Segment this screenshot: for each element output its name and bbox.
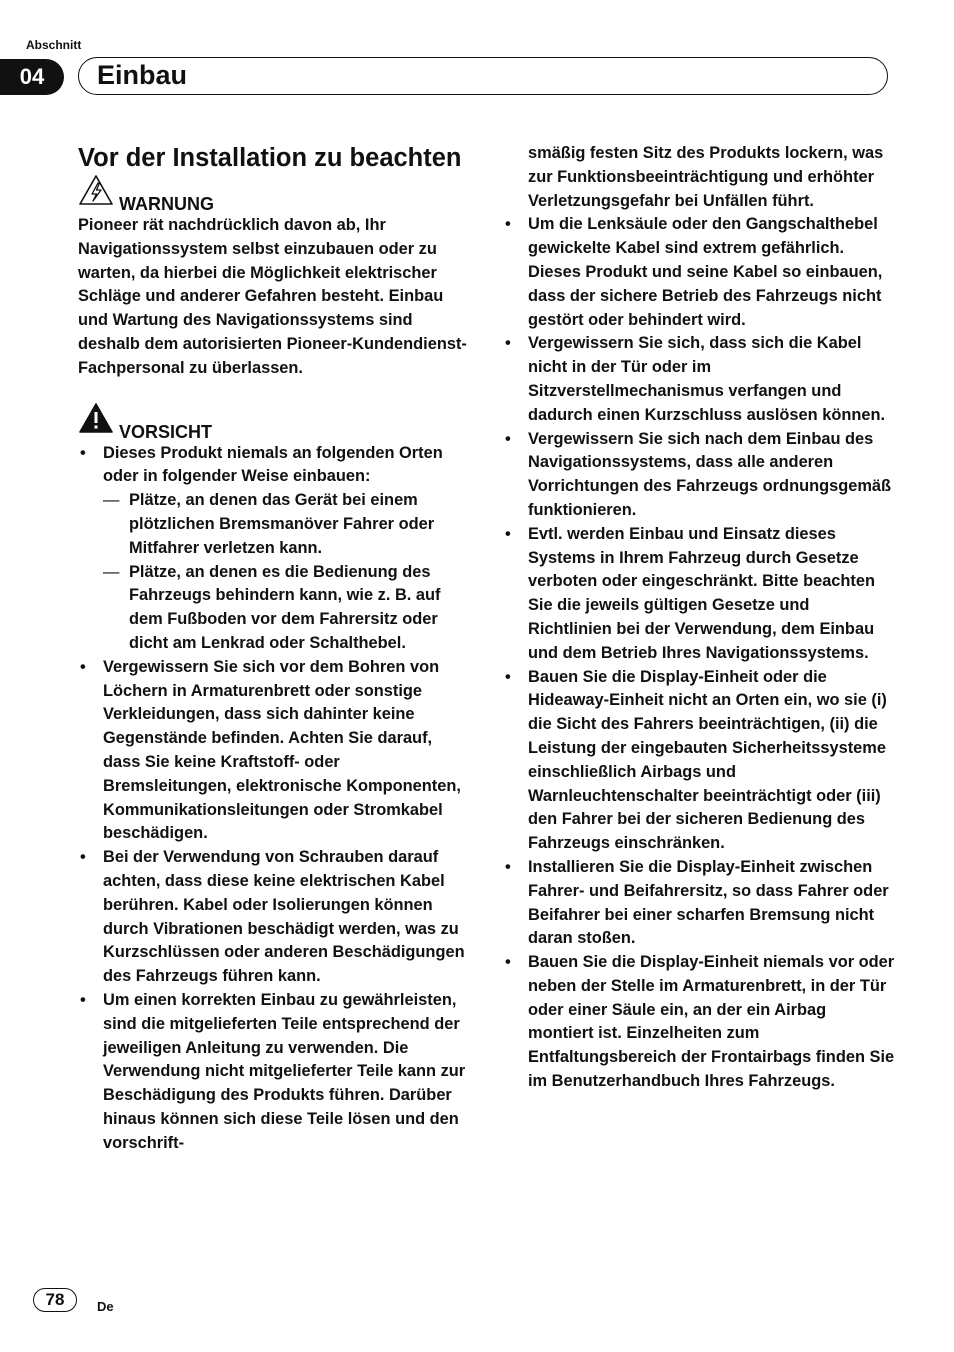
caution-list	[78, 442, 468, 1156]
list-item: • Um die Lenksäule oder den Gangschalthebel gewickelte Kabel sind extrem gefährlich. Dieses Produkt und seine Kabel so einbauen, dass der sichere Betrieb des Fahrzeugs nicht gestört oder behindert wird.	[503, 213, 895, 332]
list-item-continuation	[503, 142, 895, 213]
dash-item: — Plätze, an denen es die Bedienung des Fahrzeugs behindern kann, wie z. B. auf dem Fußboden vor dem Fahrersitz oder dicht am Lenkrad oder Schalthebel.	[103, 561, 468, 656]
caution-heading	[78, 406, 468, 442]
section-label: Abschnitt	[26, 38, 82, 52]
list-item: • Bei der Verwendung von Schrauben darauf achten, dass diese keine elektrischen Kabel berühren. Kabel oder Isolierungen können durch Vibrationen beschädigt werden, was zu Kurzschlüssen oder anderen Beschädigungen des Fahrzeugs führen kann.	[78, 846, 468, 989]
list-item-text: Dieses Produkt niemals an folgenden Orten oder in folgender Weise einbauen:	[103, 443, 443, 486]
section-title: Einbau	[97, 60, 188, 90]
right-column	[503, 142, 895, 1094]
page-title: Vor der Installation zu beachten	[78, 144, 462, 172]
dash-item: — Plätze, an denen das Gerät bei einem plötzlichen Bremsmanöver Fahrer oder Mitfahrer verletzen kann.	[103, 489, 468, 560]
list-item: • Um einen korrekten Einbau zu gewährleisten, sind die mitgelieferten Teile entsprechend der jeweiligen Anleitung zu verwenden. Die Verwendung nicht mitgelieferter Teile kann zur Beschädigung des Produkts führen. Darüber hinaus können sich diese Teile lösen und den vorschrift-	[78, 989, 468, 1156]
list-item	[78, 442, 468, 656]
list-item: • Bauen Sie die Display-Einheit niemals vor oder neben der Stelle im Armaturenbrett, in der Tür oder einer Säule ein, an der ein Airbag montiert ist. Einzelheiten zum Entfaltungsbereich der Frontairbags finden Sie im Benutzerhandbuch Ihres Fahrzeugs.	[503, 951, 895, 1094]
section-number-badge: 04	[0, 59, 64, 95]
continuation-text: smäßig festen Sitz des Produkts lockern, was zur Funktionsbeeinträchtigung und erhöhter Verletzungsgefahr bei Unfällen führt.	[528, 144, 884, 210]
list-item: • Installieren Sie die Display-Einheit zwischen Fahrer- und Beifahrersitz, so dass Fahrer oder Beifahrer bei einer scharfen Bremsung nicht daran stoßen.	[503, 856, 895, 951]
list-item: • Vergewissern Sie sich, dass sich die Kabel nicht in der Tür oder im Sitzverstellmechanismus verfangen und dadurch einen Kurzschluss auslösen können.	[503, 332, 895, 427]
list-item: • Vergewissern Sie sich vor dem Bohren von Löchern in Armaturenbrett oder sonstige Verkleidungen, dass sich dahinter keine Gegenstände befinden. Achten Sie darauf, dass Sie keine Kraftstoff- oder Bremsleitungen, elektronische Komponenten, Kommunikationsleitungen oder Stromkabel beschädigen.	[78, 656, 468, 846]
caution-list-continued	[503, 142, 895, 1094]
section-title-bar	[78, 57, 888, 95]
list-item: • Vergewissern Sie sich nach dem Einbau des Navigationssystems, dass alle anderen Vorrichtungen des Fahrzeugs ordnungsgemäß funktionieren.	[503, 428, 895, 523]
list-item: • Bauen Sie die Display-Einheit oder die Hideaway-Einheit nicht an Orten ein, wo sie (i) die Sicht des Fahrers beeinträchtigen, (ii) die Leistung der eingebauten Sicherheitssysteme einschließlich Airbags und Warnleuchtenschalter beeinträchtigt oder (iii) den Fahrer bei der sicheren Bedienung des Fahrzeugs einschränken.	[503, 666, 895, 856]
warning-heading	[78, 178, 468, 214]
warning-label: WARNUNG	[119, 194, 214, 214]
dash-list	[103, 489, 468, 656]
warning-triangle-icon	[78, 174, 119, 214]
language-code: De	[97, 1299, 114, 1314]
left-column	[78, 142, 468, 1155]
warning-text: Pioneer rät nachdrücklich davon ab, Ihr Navigationssystem selbst einzubauen oder zu warten, da hierbei die Möglichkeit elektrischer Schläge und anderer Gefahren besteht. Einbau und Wartung des Navigationssystems sind deshalb dem autorisierten Pioneer-Kundendienst-Fachpersonal zu überlassen.	[78, 216, 467, 377]
caution-exclamation-icon	[78, 402, 119, 442]
page-number: 78	[33, 1288, 77, 1312]
caution-label: VORSICHT	[119, 421, 213, 442]
list-item: • Evtl. werden Einbau und Einsatz dieses Systems in Ihrem Fahrzeug durch Gesetze verboten oder eingeschränkt. Bitte beachten Sie die jeweils gültigen Gesetze und Richtlinien bei der Verwendung, dem Einbau und dem Betrieb Ihres Navigationssystems.	[503, 523, 895, 666]
